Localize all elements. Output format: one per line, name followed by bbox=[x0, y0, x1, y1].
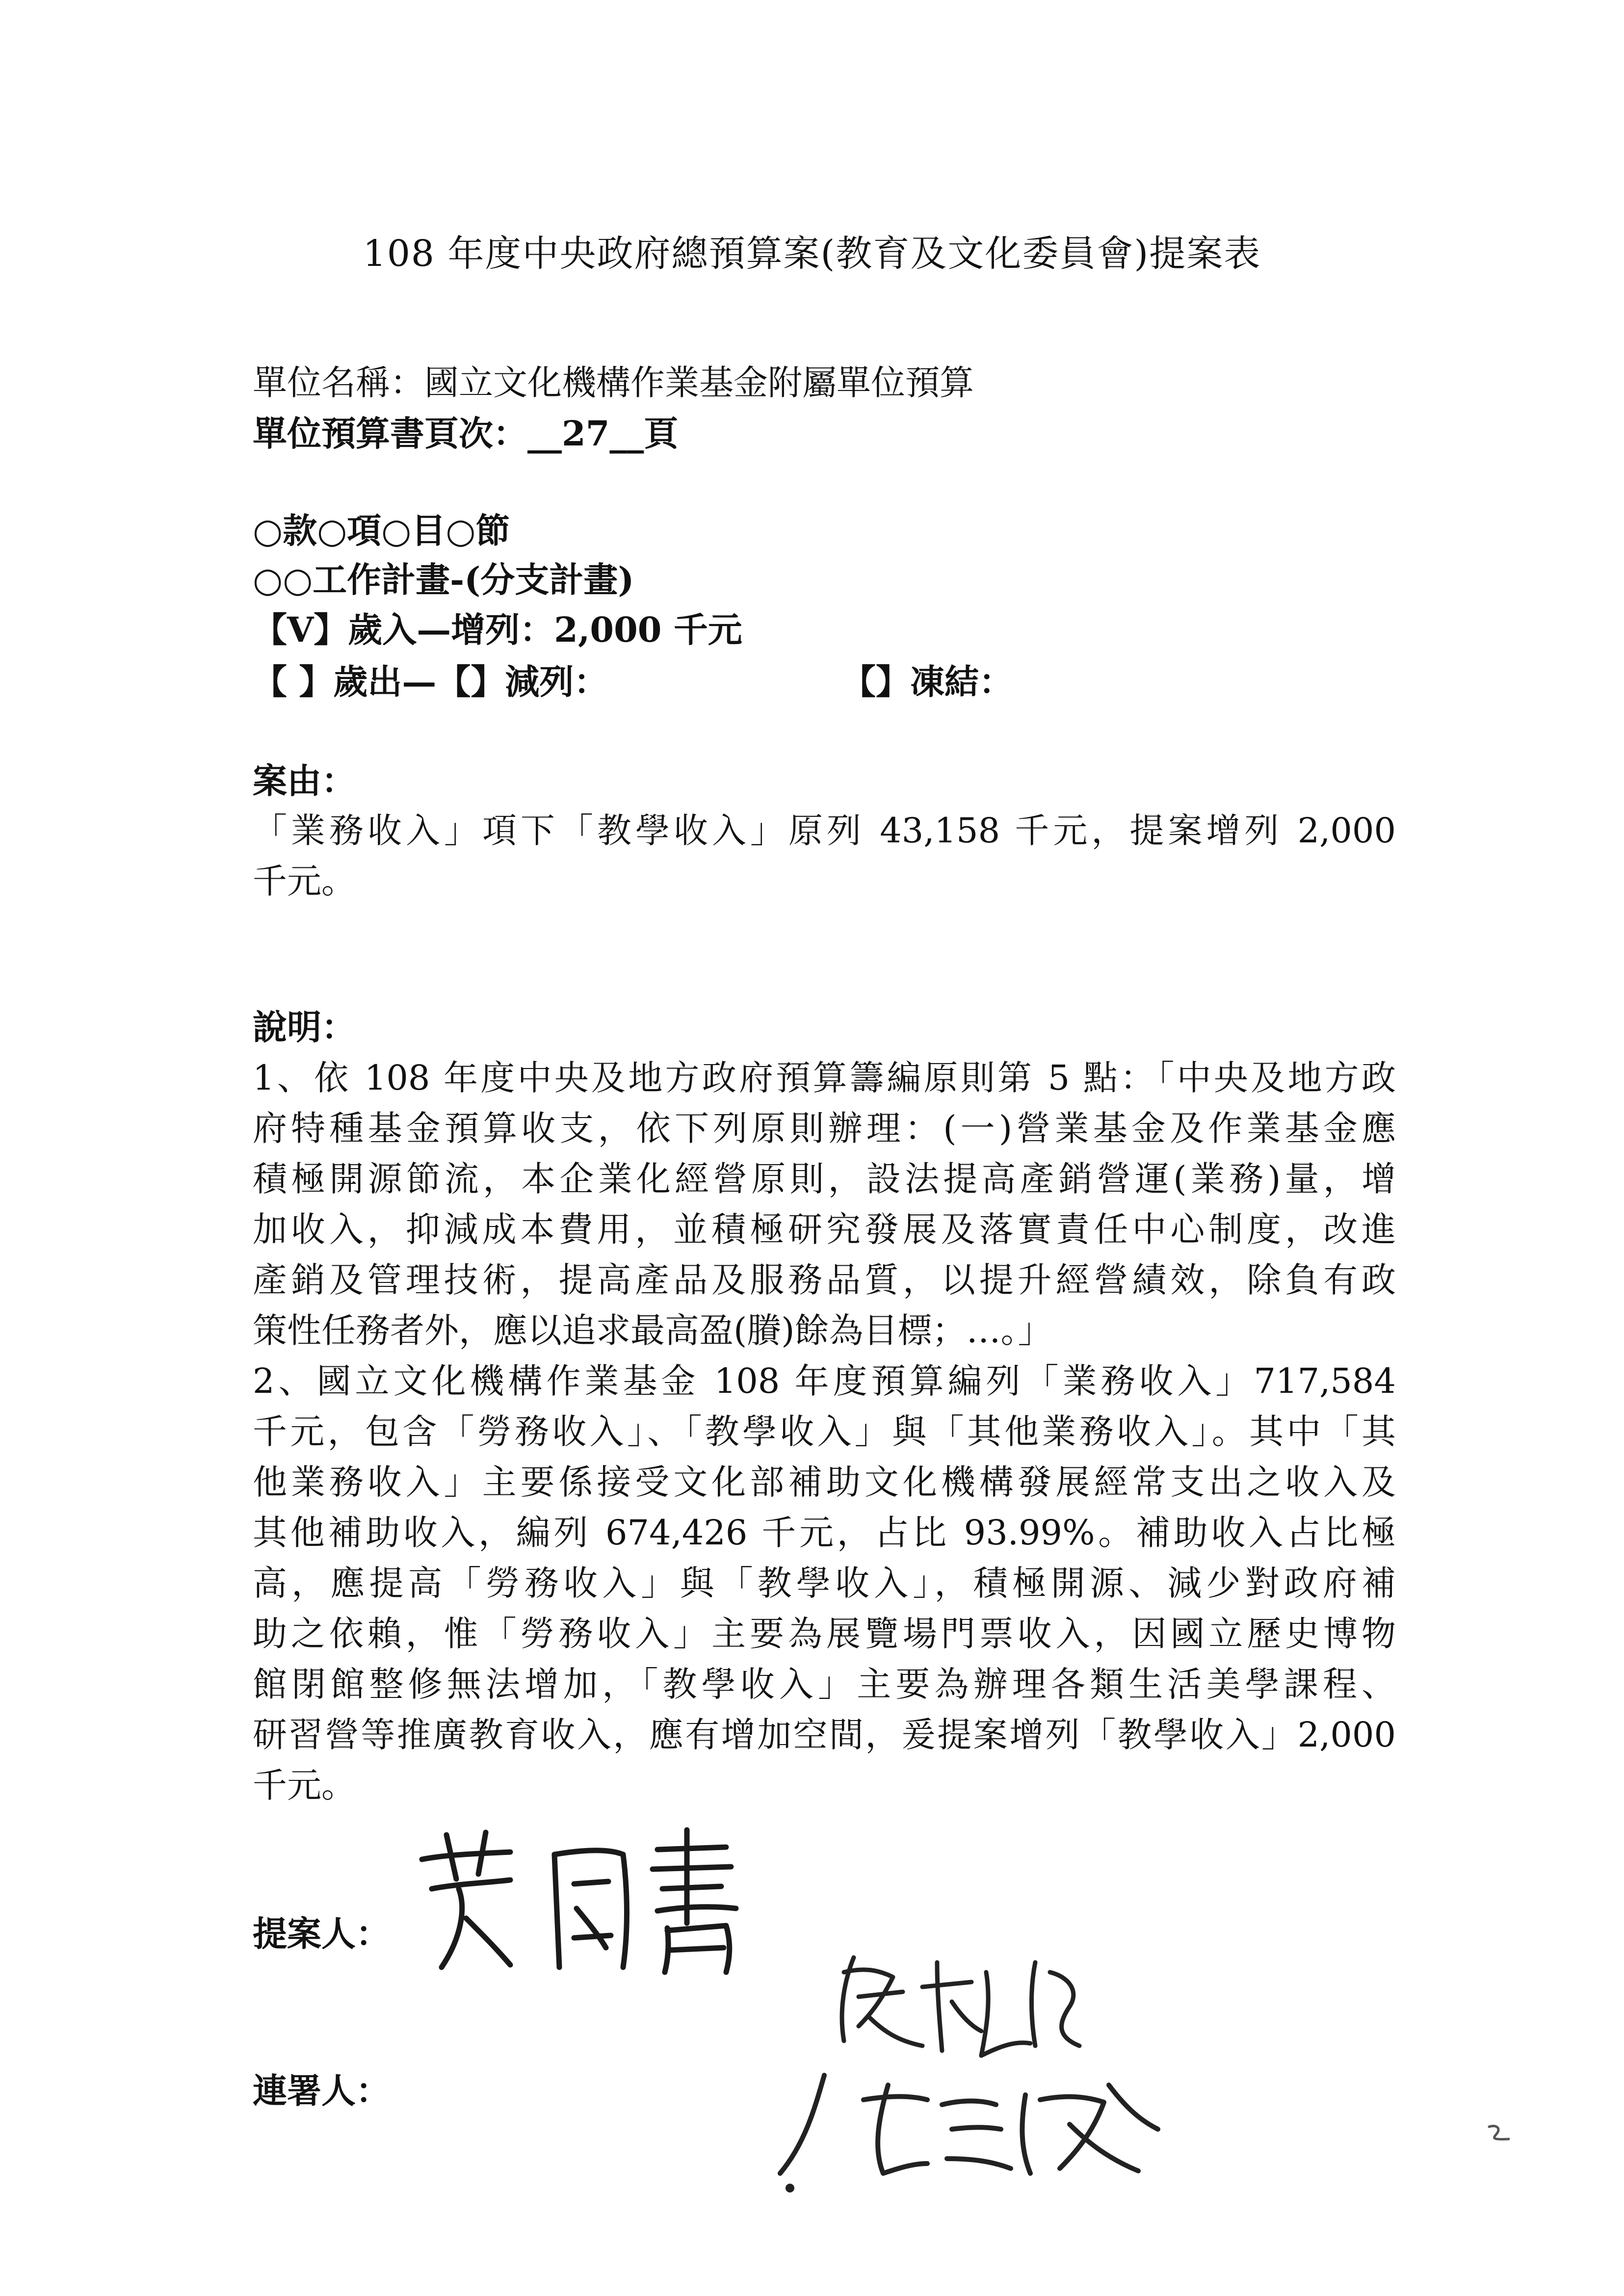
unit-page-value: __27__頁 bbox=[527, 413, 679, 454]
proposer-signature bbox=[412, 1825, 756, 1984]
reason-line: 千元。 bbox=[253, 861, 356, 901]
explanation-line: 館閉館整修無法增加，「教學收入」主要為辦理各類生活美學課程、 bbox=[253, 1664, 1396, 1704]
proposer-signature-drawing bbox=[412, 1825, 756, 1982]
reason-body bbox=[253, 806, 1396, 907]
explanation-line: 高，應提高「勞務收入」與「教學收入」，積極開源、減少對政府補 bbox=[253, 1563, 1396, 1603]
reason-label: 案由： bbox=[253, 760, 356, 801]
revenue-increase-line: 【V】歲入—增列：2,000 千元 bbox=[253, 609, 742, 650]
unit-name-row bbox=[253, 357, 974, 408]
cosigner-signature-2-drawing bbox=[765, 2065, 1182, 2193]
cosigner-signature-2 bbox=[765, 2065, 1182, 2195]
page-mark-drawing bbox=[1479, 2119, 1519, 2149]
unit-name-value: 國立文化機構作業基金附屬單位預算 bbox=[424, 363, 974, 403]
explanation-line: 助之依賴，惟「勞務收入」主要為展覽場門票收入，因國立歷史博物 bbox=[253, 1614, 1396, 1654]
unit-page-label: 單位預算書頁次： bbox=[253, 413, 527, 454]
explanation-label: 說明： bbox=[253, 1007, 356, 1047]
explanation-line: 策性任務者外，應以追求最高盈(賸)餘為目標；…。」 bbox=[253, 1310, 1052, 1351]
budget-item-line: ○款○項○目○節 bbox=[253, 510, 510, 551]
page-mark bbox=[1479, 2119, 1519, 2151]
unit-name-label: 單位名稱： bbox=[253, 363, 424, 403]
cosigner-signature-1 bbox=[824, 1943, 1099, 2072]
explanation-line: 他業務收入」主要係接受文化部補助文化機構發展經常支出之收入及 bbox=[253, 1462, 1396, 1502]
explanation-line: 千元。 bbox=[253, 1765, 356, 1805]
cosigner-signature-1-drawing bbox=[824, 1943, 1099, 2070]
freeze-line: 【】凍結： bbox=[841, 661, 1013, 702]
explanation-line: 2、國立文化機構作業基金 108 年度預算編列「業務收入」717,584 bbox=[253, 1361, 1396, 1401]
cosigner-label: 連署人： bbox=[253, 2070, 390, 2111]
page-title: 108 年度中央政府總預算案(教育及文化委員會)提案表 bbox=[363, 233, 1261, 275]
explanation-body bbox=[253, 1053, 1396, 1811]
explanation-line: 千元，包含「勞務收入」、「教學收入」與「其他業務收入」。其中「其 bbox=[253, 1411, 1396, 1452]
explanation-line: 加收入，抑減成本費用，並積極研究發展及落實責任中心制度，改進 bbox=[253, 1209, 1396, 1250]
unit-page-row bbox=[253, 408, 678, 459]
expenditure-decrease-line: 【 】歲出—【】減列： bbox=[253, 661, 608, 702]
work-plan-line: ○○工作計畫-(分支計畫) bbox=[253, 559, 634, 600]
reason-line: 「業務收入」項下「教學收入」原列 43,158 千元，提案增列 2,000 bbox=[253, 810, 1396, 851]
proposer-label: 提案人： bbox=[253, 1913, 390, 1954]
explanation-line: 研習營等推廣教育收入，應有增加空間，爰提案增列「教學收入」2,000 bbox=[253, 1715, 1396, 1755]
explanation-line: 1、依 108 年度中央及地方政府預算籌編原則第 5 點：「中央及地方政 bbox=[253, 1058, 1396, 1098]
explanation-line: 其他補助收入，編列 674,426 千元，占比 93.99%。補助收入占比極 bbox=[253, 1513, 1396, 1553]
explanation-line: 產銷及管理技術，提高產品及服務品質，以提升經營績效，除負有政 bbox=[253, 1260, 1396, 1300]
explanation-line: 府特種基金預算收支，依下列原則辦理：(一)營業基金及作業基金應 bbox=[253, 1108, 1396, 1148]
explanation-line: 積極開源節流，本企業化經營原則，設法提高產銷營運(業務)量，增 bbox=[253, 1159, 1396, 1199]
